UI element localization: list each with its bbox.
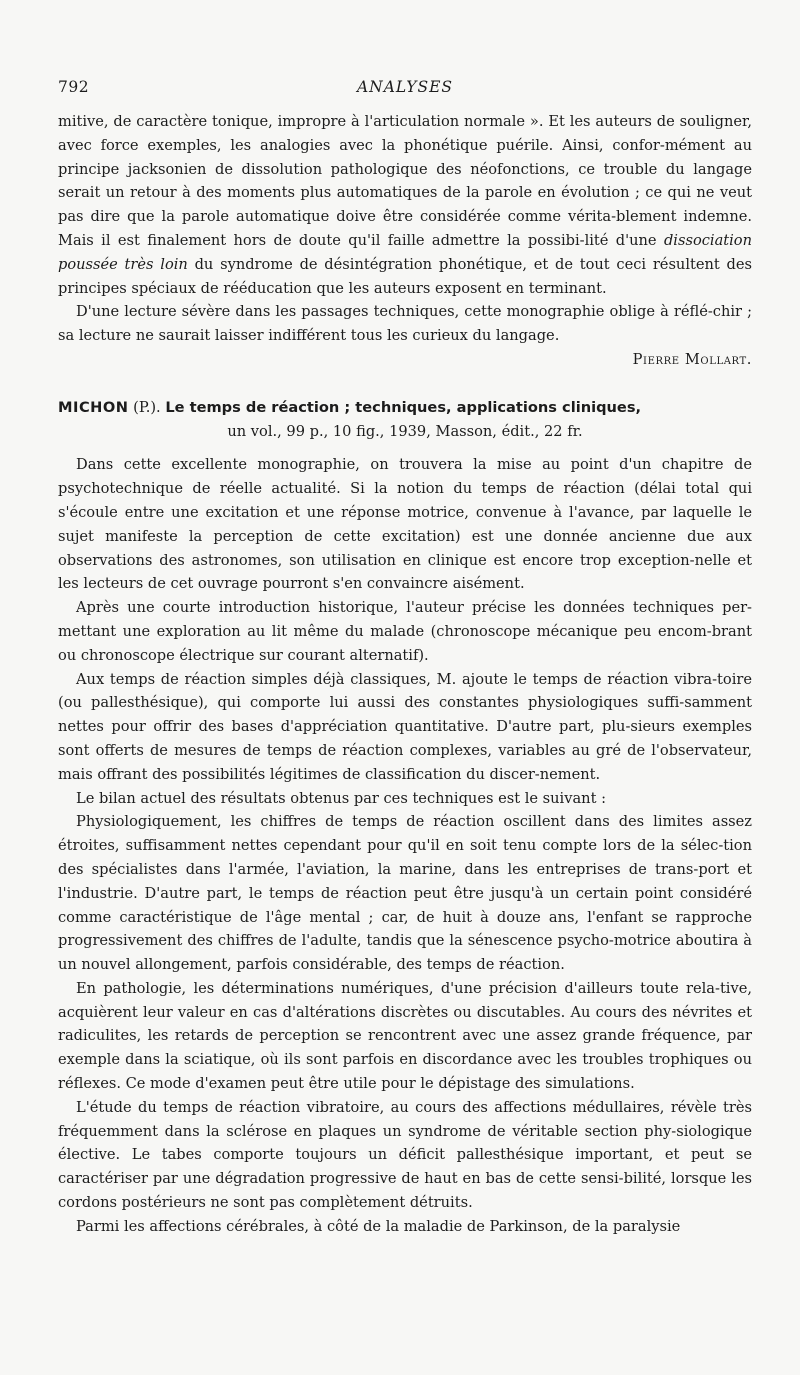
review2-paragraph: Après une courte introduction historique, l'auteur précise les données techniques per-mettant une exploration au lit même du malade (chronoscope mécanique peu encom-brant ou chronoscope électrique sur courant alternatif). bbox=[58, 599, 752, 664]
review2-paragraph: Aux temps de réaction simples déjà classiques, M. ajoute le temps de réaction vibra-toire (ou pallesthésique), qui comporte lui aussi des constantes physiologiques suffi-samment nettes pour offrir des bases d'appréciation quantitative. D'autre part, plu-sieurs exemples sont offerts de mesures de temps de réaction complexes, variables au gré de l'observateur, mais offrant des possibilités légitimes de classification du discer-nement. bbox=[58, 670, 752, 783]
review1-p1-end: du syndrome de désintégration phonétique, et de tout ceci résultent des principes spéciaux de rééducation que les auteurs exposent en terminant. bbox=[58, 255, 753, 297]
review2-author: MICHON bbox=[58, 398, 129, 416]
running-head bbox=[58, 78, 752, 100]
review2-paragraph: Physiologiquement, les chiffres de temps de réaction oscillent dans des limites assez étroites, suffisamment nettes cependant pour qu'il en soit tenu compte lors de la sélec-tion des spécialistes dans l'armée, l'aviation, la marine, dans les entreprises de trans-port et l'industrie. D'autre part, le temps de réaction peut être jusqu'à un certain point considéré comme caractéristique de l'âge mental ; car, de huit à douze ans, l'enfant se rapproche progressivement des chiffres de l'adulte, tandis que la sénescence psycho-motrice aboutira à un nouvel allongement, parfois considérable, des temps de réaction. bbox=[58, 813, 752, 974]
review1-paragraph-2: D'une lecture sévère dans les passages techniques, cette monographie oblige à réflé-chir ; sa lecture ne saurait laisser indifférent tous les curieux du langage. bbox=[58, 303, 752, 345]
review1-p1-emphasis: dissociation poussée très loin bbox=[58, 231, 752, 273]
review1-p1-start: mitive, de caractère tonique, impropre à l'articulation normale ». Et les auteurs de souligner, avec force exemples, les analogies avec la phonétique puérile. Ainsi, confor-mément au principe jacksonien de dissolution pathologique des néofonctions, ce trouble du langage serait un retour à des moments plus automatiques de la parole en évolution ; ce qui ne veut pas dire que la parole automatique doive être considérée comme vérita-blement indemne. Mais il est finalement hors de doute qu'il faille admettre la possibi-lité d'une bbox=[58, 113, 752, 249]
document-page bbox=[58, 78, 752, 1368]
review2-paragraph: Parmi les affections cérébrales, à côté de la maladie de Parkinson, de la paralysie bbox=[76, 1217, 681, 1235]
review2-paragraph: L'étude du temps de réaction vibratoire, au cours des affections médullaires, révèle très fréquemment dans la sclérose en plaques un syndrome de véritable section phy-siologique élective. Le tabes comporte toujours un déficit pallesthésique important, et peut se caractériser par une dégradation progressive de haut en bas de cette sensi-bilité, lorsque les cordons postérieurs ne sont pas complètement détruits. bbox=[58, 1098, 752, 1212]
review2-paragraph: En pathologie, les déterminations numériques, d'une précision d'ailleurs toute rela-tive, acquièrent leur valeur en cas d'altérations discrètes ou discutables. Au cours des névrites et radiculites, les retards de perception se rencontrent avec une assez grande fréquence, par exemple dans la sciatique, où ils sont parfois en discordance avec les troubles trophiques ou réflexes. Ce mode d'examen peut être utile pour le dépistage des simulations. bbox=[58, 979, 752, 1093]
review2-book-title: Le temps de réaction ; techniques, applications cliniques, bbox=[165, 398, 642, 416]
review2-heading bbox=[58, 396, 752, 420]
reviewer-signature: Pierre Mollart. bbox=[632, 350, 752, 368]
page-number: 792 bbox=[58, 78, 90, 96]
section-title: ANALYSES bbox=[356, 78, 454, 96]
review2-paragraph: Le bilan actuel des résultats obtenus par ces techniques est le suivant : bbox=[76, 789, 606, 807]
review2-paragraph: Dans cette excellente monographie, on trouvera la mise au point d'un chapitre de psychotechnique de réelle actualité. Si la notion du temps de réaction (délai total qui s'écoule entre une excitation et une réponse motrice, convenue à l'avance, par laquelle le sujet manifeste la perception de cette excitation) est une donnée ancienne due aux observations des astronomes, son utilisation en clinique est encore trop exception-nelle et les lecteurs de cet ouvrage pourront s'en convaincre aisément. bbox=[58, 456, 752, 593]
review1-paragraph-1 bbox=[58, 110, 752, 300]
review2-publication-info: un vol., 99 p., 10 fig., 1939, Masson, édit., 22 fr. bbox=[227, 422, 583, 440]
review2-author-initial: (P.). bbox=[128, 398, 166, 416]
